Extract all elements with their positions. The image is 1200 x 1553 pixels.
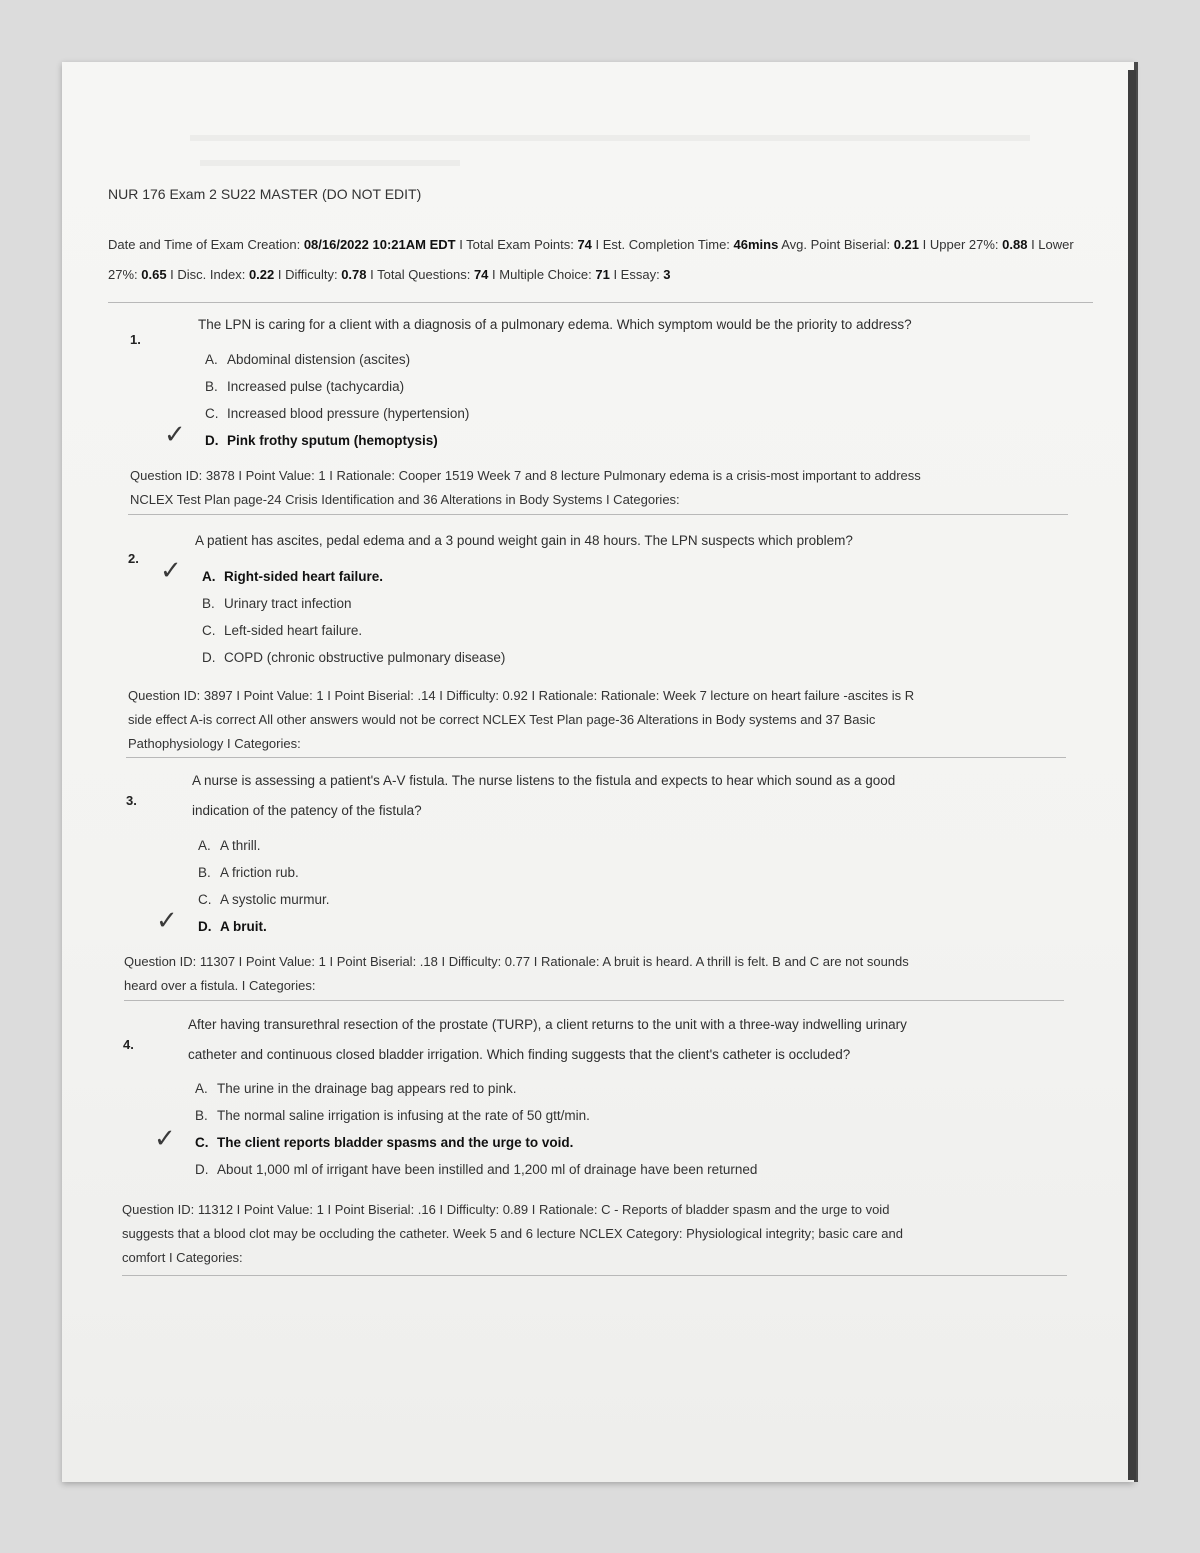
option-c-correct: C. The client reports bladder spasms and the urge to void. <box>195 1135 574 1150</box>
option-a: A. Abdominal distension (ascites) <box>205 352 411 367</box>
question-info: Question ID: 3897 I Point Value: 1 I Point Biserial: .14 I Difficulty: 0.92 I Rationale: Rationale: Week 7 lecture on heart failure -ascites is R side effect A-is correct All other answers would not be correct NCLEX Test Plan page-36 Alterations in Body systems and 37 Basic Pathophysiology I Categories: <box>128 688 915 751</box>
option-b: B. A friction rub. <box>198 865 299 880</box>
question-info: Question ID: 11307 I Point Value: 1 I Point Biserial: .18 I Difficulty: 0.77 I Rationale: A bruit is heard. A thrill is felt. B and C are not sounds heard over a fistula. I Categories: <box>124 954 909 993</box>
document-title: NUR 176 Exam 2 SU22 MASTER (DO NOT EDIT) <box>108 186 422 202</box>
page-edge-shadow <box>1128 70 1136 1480</box>
bleed-through-mark <box>200 160 460 166</box>
option-b: B. The normal saline irrigation is infusing at the rate of 50 gtt/min. <box>195 1108 590 1123</box>
option-c: C. A systolic murmur. <box>198 892 330 907</box>
question-text: The LPN is caring for a client with a diagnosis of a pulmonary edema. Which symptom would be the priority to address? <box>198 317 912 332</box>
question-text: After having transurethral resection of the prostate (TURP), a client returns to the unit with a three-way indwelling urinary catheter and continuous closed bladder irrigation. Which finding suggests that the client's catheter is occluded? <box>188 1017 907 1062</box>
question-info: Question ID: 3878 I Point Value: 1 I Rationale: Cooper 1519 Week 7 and 8 lecture Pulmonary edema is a crisis-most important to address NCLEX Test Plan page-24 Crisis Identification and 36 Alterations in Body Systems I Categories: <box>130 468 921 507</box>
option-d: D. COPD (chronic obstructive pulmonary disease) <box>202 650 506 665</box>
option-d: D. About 1,000 ml of irrigant have been instilled and 1,200 ml of drainage have been returned <box>195 1162 758 1177</box>
question-number: 3. <box>126 793 137 808</box>
divider <box>122 1275 1067 1276</box>
option-b: B. Urinary tract infection <box>202 596 352 611</box>
question-text: A nurse is assessing a patient's A-V fistula. The nurse listens to the fistula and expects to hear which sound as a good indication of the patency of the fistula? <box>192 773 896 818</box>
option-b: B. Increased pulse (tachycardia) <box>205 379 405 394</box>
question-number: 2. <box>128 551 139 566</box>
question-text: A patient has ascites, pedal edema and a 3 pound weight gain in 48 hours. The LPN suspects which problem? <box>195 533 853 548</box>
bleed-through-mark <box>190 135 1030 141</box>
option-d-correct: D. A bruit. <box>198 919 267 934</box>
question-number: 4. <box>123 1037 134 1052</box>
correct-check-icon: ✓ <box>160 556 182 586</box>
option-a: A. The urine in the drainage bag appears red to pink. <box>195 1081 517 1096</box>
option-c: C. Increased blood pressure (hypertension) <box>205 406 470 421</box>
exam-metadata: Date and Time of Exam Creation: 08/16/2022 10:21AM EDT I Total Exam Points: 74 I Est. Completion Time: 46mins Avg. Point Biserial: 0.21 I Upper 27%: 0.88 I Lower 27%: 0.65 I Disc. Index: 0.22 I Difficulty: 0.78 I Total Questions: 74 I Multiple Choice: 71 I Essay: 3 <box>108 237 1074 282</box>
correct-check-icon: ✓ <box>164 420 186 450</box>
option-d-correct: D. Pink frothy sputum (hemoptysis) <box>205 433 438 448</box>
option-c: C. Left-sided heart failure. <box>202 623 363 638</box>
question-number: 1. <box>130 332 141 347</box>
option-a-correct: A. Right-sided heart failure. <box>202 569 384 584</box>
divider <box>108 302 1093 303</box>
divider <box>128 514 1068 515</box>
divider <box>124 1000 1064 1001</box>
correct-check-icon: ✓ <box>156 906 178 936</box>
divider <box>126 757 1066 758</box>
question-info: Question ID: 11312 I Point Value: 1 I Point Biserial: .16 I Difficulty: 0.89 I Rationale: C - Reports of bladder spasm and the urge to void suggests that a blood clot may be occluding the catheter. Week 5 and 6 lecture NCLEX Category: Physiological integrity; basic care and comfort I Categories: <box>122 1202 903 1265</box>
correct-check-icon: ✓ <box>154 1124 176 1154</box>
option-a: A. A thrill. <box>198 838 261 853</box>
